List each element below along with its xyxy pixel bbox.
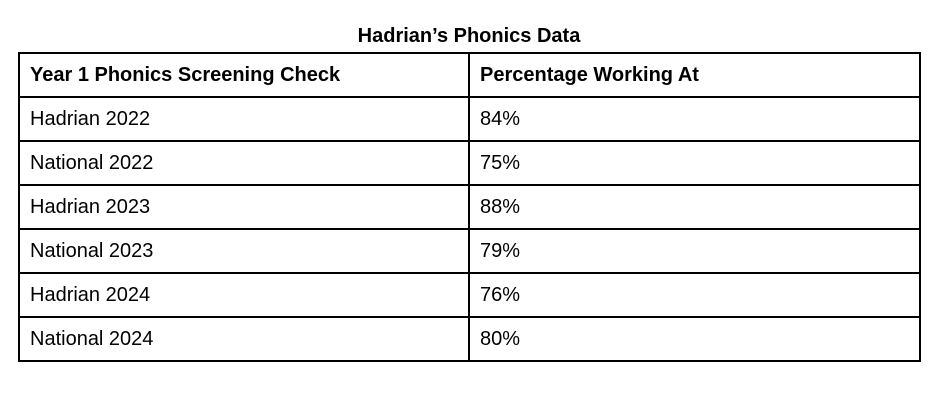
table-row [19, 141, 920, 185]
table-cell-value: 88% [469, 185, 920, 229]
table-cell-value: 75% [469, 141, 920, 185]
table-cell-label: Hadrian 2023 [19, 185, 469, 229]
phonics-data-table [18, 52, 921, 362]
table-cell-value: 80% [469, 317, 920, 361]
table-cell-value: 84% [469, 97, 920, 141]
table-header-row [19, 53, 920, 97]
table-row [19, 229, 920, 273]
table-cell-label: National 2023 [19, 229, 469, 273]
table-row [19, 185, 920, 229]
column-header-screening-check: Year 1 Phonics Screening Check [19, 53, 469, 97]
table-cell-label: Hadrian 2022 [19, 97, 469, 141]
page-title: Hadrian’s Phonics Data [357, 25, 581, 47]
table-cell-label: National 2024 [19, 317, 469, 361]
table-cell-value: 79% [469, 229, 920, 273]
table-cell-label: Hadrian 2024 [19, 273, 469, 317]
table-row [19, 273, 920, 317]
table-row [19, 317, 920, 361]
table-cell-label: National 2022 [19, 141, 469, 185]
table-row [19, 97, 920, 141]
column-header-percentage: Percentage Working At [469, 53, 920, 97]
table-cell-value: 76% [469, 273, 920, 317]
